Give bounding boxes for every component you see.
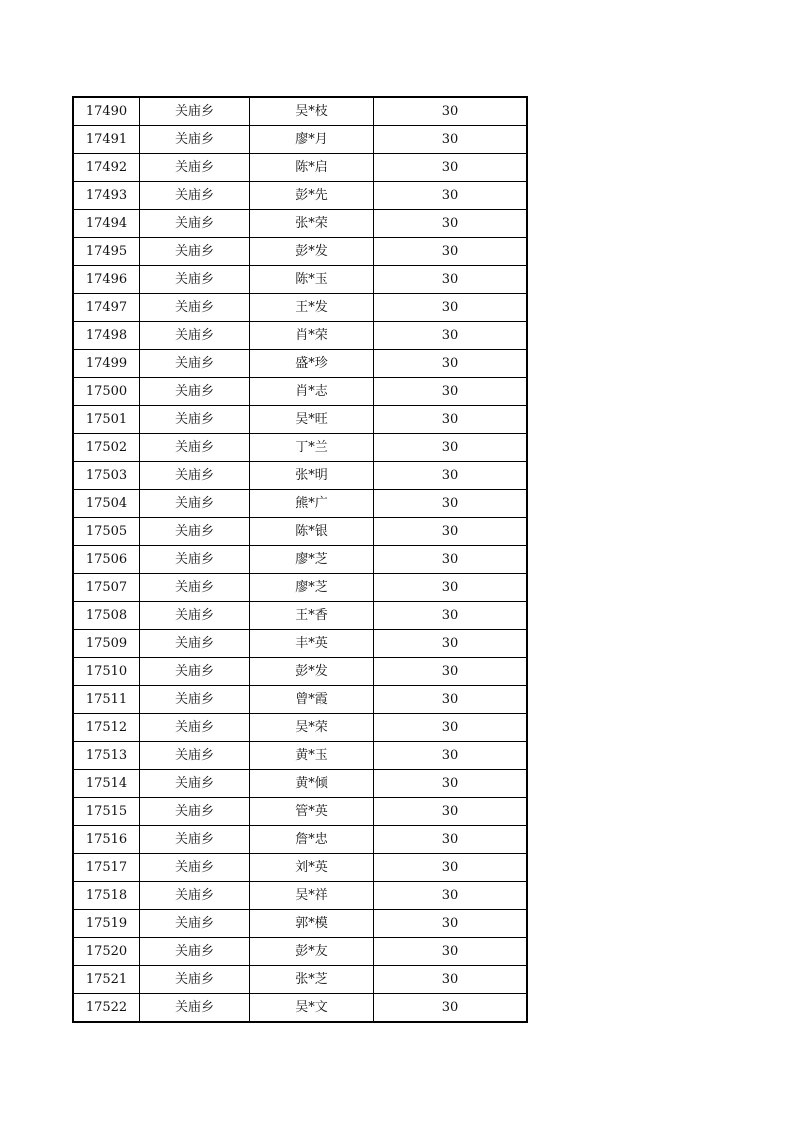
amount-cell: 30 [374, 546, 528, 574]
id-cell: 17493 [73, 182, 140, 210]
id-cell: 17522 [73, 994, 140, 1023]
amount-cell: 30 [374, 434, 528, 462]
town-cell: 关庙乡 [140, 97, 250, 126]
amount-cell: 30 [374, 854, 528, 882]
id-cell: 17517 [73, 854, 140, 882]
amount-cell: 30 [374, 210, 528, 238]
amount-cell: 30 [374, 714, 528, 742]
amount-cell: 30 [374, 378, 528, 406]
table-row [73, 350, 527, 378]
town-cell: 关庙乡 [140, 434, 250, 462]
name-cell: 丰*英 [250, 630, 374, 658]
table-row [73, 182, 527, 210]
id-cell: 17499 [73, 350, 140, 378]
town-cell: 关庙乡 [140, 994, 250, 1023]
town-cell: 关庙乡 [140, 126, 250, 154]
id-cell: 17496 [73, 266, 140, 294]
id-cell: 17518 [73, 882, 140, 910]
town-cell: 关庙乡 [140, 798, 250, 826]
amount-cell: 30 [374, 966, 528, 994]
roster-table-body [73, 97, 527, 1022]
id-cell: 17506 [73, 546, 140, 574]
name-cell: 盛*珍 [250, 350, 374, 378]
amount-cell: 30 [374, 266, 528, 294]
table-row [73, 322, 527, 350]
amount-cell: 30 [374, 490, 528, 518]
table-row [73, 630, 527, 658]
table-row [73, 798, 527, 826]
table-row [73, 658, 527, 686]
table-row [73, 994, 527, 1023]
table-row [73, 938, 527, 966]
amount-cell: 30 [374, 182, 528, 210]
table-row [73, 97, 527, 126]
town-cell: 关庙乡 [140, 882, 250, 910]
town-cell: 关庙乡 [140, 658, 250, 686]
table-row [73, 574, 527, 602]
amount-cell: 30 [374, 574, 528, 602]
amount-cell: 30 [374, 126, 528, 154]
table-row [73, 462, 527, 490]
town-cell: 关庙乡 [140, 210, 250, 238]
table-row [73, 490, 527, 518]
id-cell: 17509 [73, 630, 140, 658]
id-cell: 17501 [73, 406, 140, 434]
name-cell: 廖*月 [250, 126, 374, 154]
id-cell: 17519 [73, 910, 140, 938]
amount-cell: 30 [374, 294, 528, 322]
town-cell: 关庙乡 [140, 518, 250, 546]
name-cell: 黄*倾 [250, 770, 374, 798]
id-cell: 17503 [73, 462, 140, 490]
table-row [73, 434, 527, 462]
amount-cell: 30 [374, 350, 528, 378]
amount-cell: 30 [374, 742, 528, 770]
table-row [73, 826, 527, 854]
table-row [73, 238, 527, 266]
name-cell: 彭*先 [250, 182, 374, 210]
table-row [73, 154, 527, 182]
id-cell: 17497 [73, 294, 140, 322]
id-cell: 17516 [73, 826, 140, 854]
id-cell: 17507 [73, 574, 140, 602]
town-cell: 关庙乡 [140, 630, 250, 658]
id-cell: 17498 [73, 322, 140, 350]
town-cell: 关庙乡 [140, 546, 250, 574]
id-cell: 17504 [73, 490, 140, 518]
name-cell: 曾*霞 [250, 686, 374, 714]
amount-cell: 30 [374, 518, 528, 546]
name-cell: 彭*发 [250, 238, 374, 266]
town-cell: 关庙乡 [140, 462, 250, 490]
town-cell: 关庙乡 [140, 490, 250, 518]
amount-cell: 30 [374, 97, 528, 126]
amount-cell: 30 [374, 686, 528, 714]
amount-cell: 30 [374, 406, 528, 434]
table-row [73, 518, 527, 546]
name-cell: 张*芝 [250, 966, 374, 994]
id-cell: 17512 [73, 714, 140, 742]
amount-cell: 30 [374, 602, 528, 630]
id-cell: 17502 [73, 434, 140, 462]
name-cell: 吴*祥 [250, 882, 374, 910]
id-cell: 17515 [73, 798, 140, 826]
town-cell: 关庙乡 [140, 686, 250, 714]
town-cell: 关庙乡 [140, 266, 250, 294]
town-cell: 关庙乡 [140, 154, 250, 182]
id-cell: 17520 [73, 938, 140, 966]
amount-cell: 30 [374, 994, 528, 1023]
id-cell: 17521 [73, 966, 140, 994]
town-cell: 关庙乡 [140, 742, 250, 770]
id-cell: 17514 [73, 770, 140, 798]
id-cell: 17500 [73, 378, 140, 406]
town-cell: 关庙乡 [140, 938, 250, 966]
id-cell: 17491 [73, 126, 140, 154]
table-row [73, 714, 527, 742]
name-cell: 王*香 [250, 602, 374, 630]
name-cell: 陈*银 [250, 518, 374, 546]
town-cell: 关庙乡 [140, 770, 250, 798]
table-row [73, 378, 527, 406]
town-cell: 关庙乡 [140, 182, 250, 210]
amount-cell: 30 [374, 910, 528, 938]
id-cell: 17495 [73, 238, 140, 266]
town-cell: 关庙乡 [140, 238, 250, 266]
table-row [73, 882, 527, 910]
name-cell: 彭*发 [250, 658, 374, 686]
id-cell: 17511 [73, 686, 140, 714]
name-cell: 詹*忠 [250, 826, 374, 854]
town-cell: 关庙乡 [140, 294, 250, 322]
name-cell: 刘*英 [250, 854, 374, 882]
table-row [73, 854, 527, 882]
name-cell: 廖*芝 [250, 546, 374, 574]
town-cell: 关庙乡 [140, 406, 250, 434]
amount-cell: 30 [374, 882, 528, 910]
amount-cell: 30 [374, 798, 528, 826]
name-cell: 吴*枝 [250, 97, 374, 126]
town-cell: 关庙乡 [140, 966, 250, 994]
name-cell: 丁*兰 [250, 434, 374, 462]
name-cell: 陈*启 [250, 154, 374, 182]
name-cell: 吴*荣 [250, 714, 374, 742]
amount-cell: 30 [374, 630, 528, 658]
id-cell: 17508 [73, 602, 140, 630]
town-cell: 关庙乡 [140, 350, 250, 378]
town-cell: 关庙乡 [140, 322, 250, 350]
id-cell: 17513 [73, 742, 140, 770]
amount-cell: 30 [374, 154, 528, 182]
town-cell: 关庙乡 [140, 602, 250, 630]
id-cell: 17510 [73, 658, 140, 686]
amount-cell: 30 [374, 322, 528, 350]
amount-cell: 30 [374, 938, 528, 966]
name-cell: 郭*模 [250, 910, 374, 938]
table-row [73, 266, 527, 294]
id-cell: 17490 [73, 97, 140, 126]
name-cell: 黄*玉 [250, 742, 374, 770]
table-row [73, 686, 527, 714]
amount-cell: 30 [374, 238, 528, 266]
name-cell: 吴*文 [250, 994, 374, 1023]
roster-table [72, 96, 528, 1023]
amount-cell: 30 [374, 462, 528, 490]
town-cell: 关庙乡 [140, 910, 250, 938]
table-row [73, 406, 527, 434]
name-cell: 陈*玉 [250, 266, 374, 294]
name-cell: 张*明 [250, 462, 374, 490]
name-cell: 管*英 [250, 798, 374, 826]
name-cell: 肖*荣 [250, 322, 374, 350]
amount-cell: 30 [374, 770, 528, 798]
town-cell: 关庙乡 [140, 854, 250, 882]
id-cell: 17505 [73, 518, 140, 546]
table-row [73, 126, 527, 154]
town-cell: 关庙乡 [140, 574, 250, 602]
table-row [73, 602, 527, 630]
name-cell: 张*荣 [250, 210, 374, 238]
name-cell: 吴*旺 [250, 406, 374, 434]
id-cell: 17492 [73, 154, 140, 182]
name-cell: 熊*广 [250, 490, 374, 518]
id-cell: 17494 [73, 210, 140, 238]
town-cell: 关庙乡 [140, 378, 250, 406]
town-cell: 关庙乡 [140, 826, 250, 854]
name-cell: 肖*志 [250, 378, 374, 406]
name-cell: 王*发 [250, 294, 374, 322]
amount-cell: 30 [374, 826, 528, 854]
town-cell: 关庙乡 [140, 714, 250, 742]
table-row [73, 210, 527, 238]
amount-cell: 30 [374, 658, 528, 686]
table-row [73, 966, 527, 994]
table-row [73, 546, 527, 574]
table-row [73, 910, 527, 938]
name-cell: 廖*芝 [250, 574, 374, 602]
table-row [73, 294, 527, 322]
table-row [73, 770, 527, 798]
name-cell: 彭*友 [250, 938, 374, 966]
table-row [73, 742, 527, 770]
